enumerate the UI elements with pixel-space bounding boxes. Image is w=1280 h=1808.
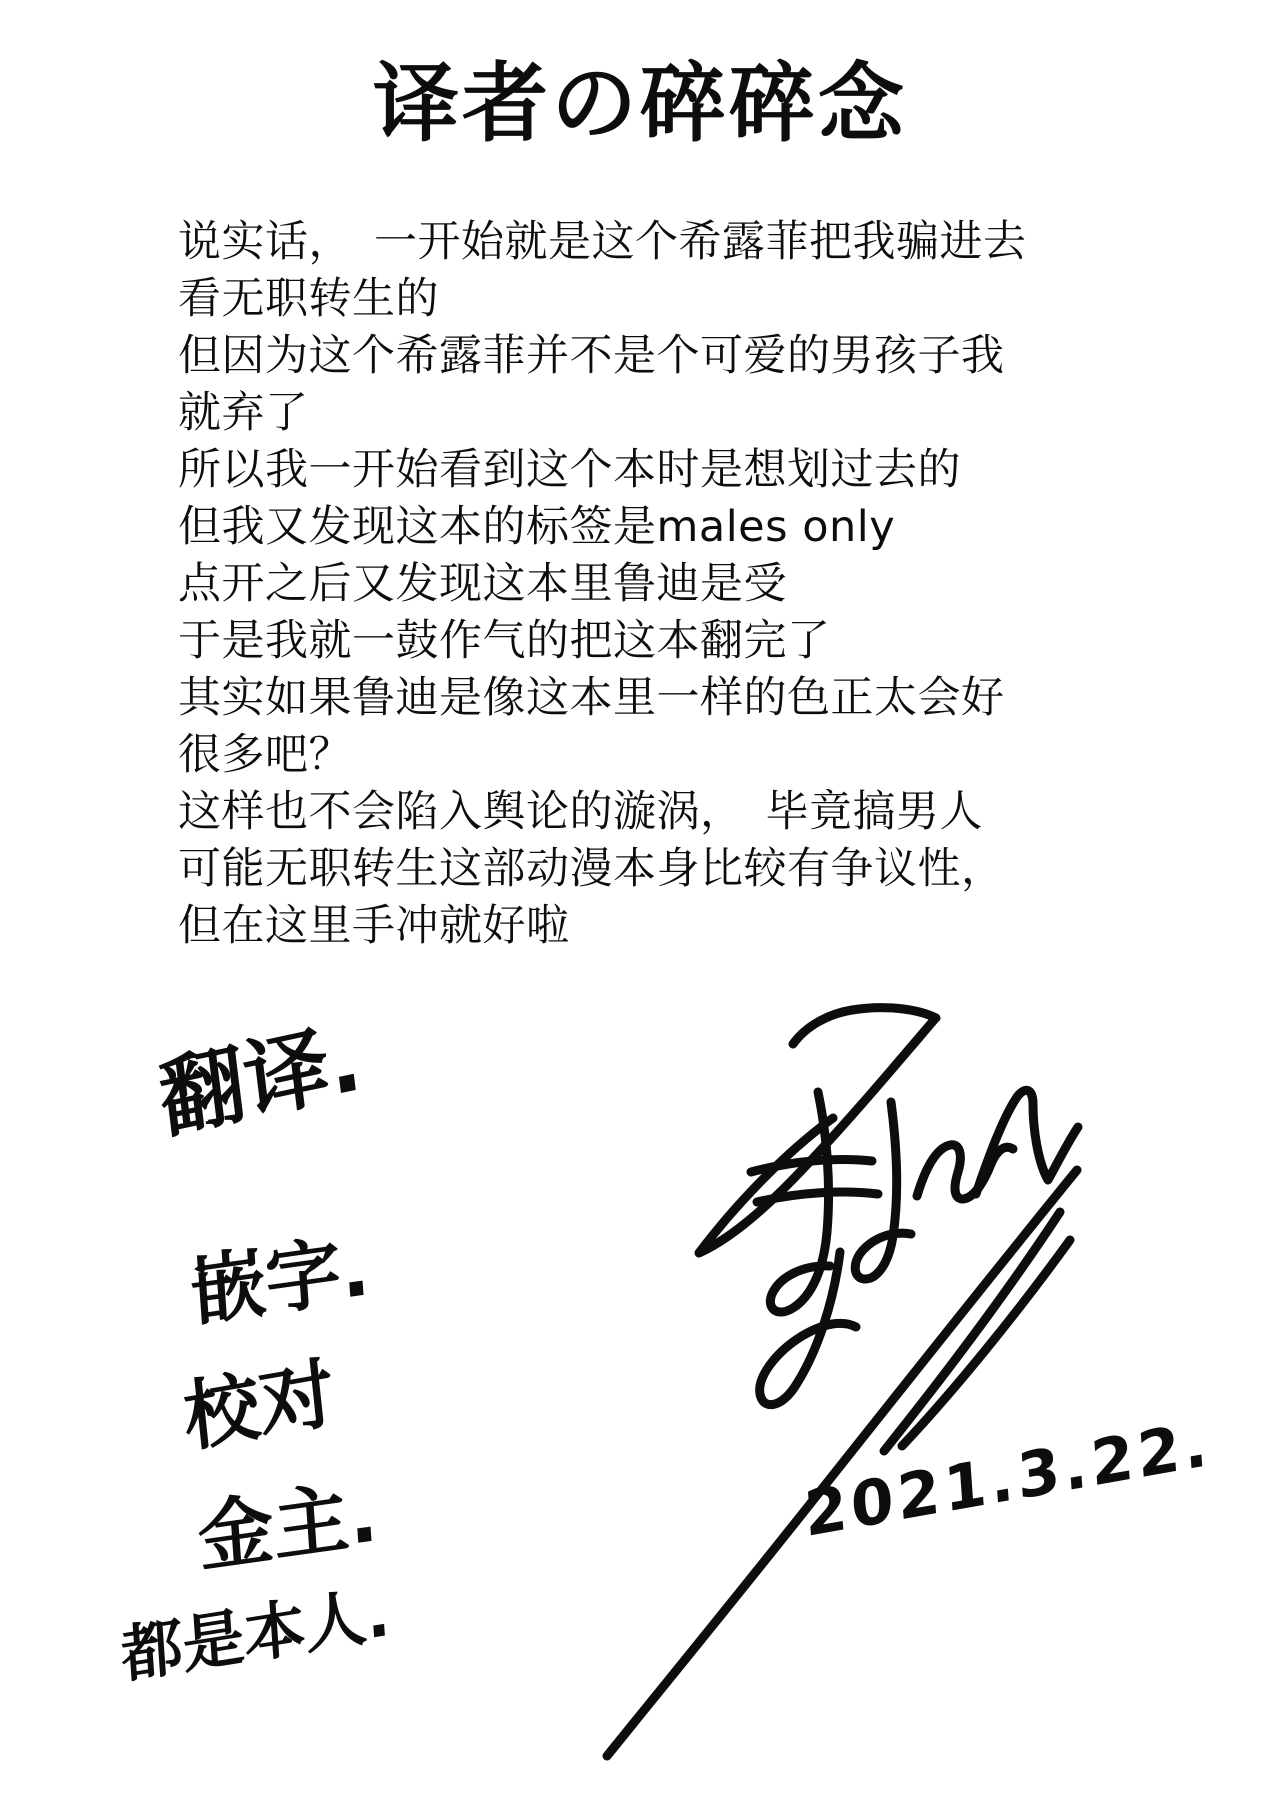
note-line-8: 于是我就一鼓作气的把这本翻完了 [178, 616, 831, 666]
signature-date: 2021.3.22. [802, 1406, 1214, 1552]
credit-typesetting: 嵌字. [187, 1222, 373, 1337]
signature-stroke-hook [770, 1092, 830, 1312]
note-line-4: 就弃了 [178, 388, 309, 438]
note-line-2: 看无职转生的 [178, 274, 439, 324]
credit-translation: 翻译. [154, 1009, 367, 1152]
note-line-6: 但我又发现这本的标签是males only [178, 502, 896, 552]
note-line-1: 说实话， 一开始就是这个希露菲把我骗进去 [178, 217, 1027, 267]
note-line-7: 点开之后又发现这本里鲁迪是受 [178, 559, 787, 609]
note-line-12: 可能无职转生这部动漫本身比较有争议性， [178, 844, 1005, 894]
note-line-9: 其实如果鲁迪是像这本里一样的色正太会好 [178, 673, 1005, 723]
credit-sponsor: 金主. [195, 1468, 381, 1583]
signature-stroke-bars [751, 1159, 878, 1202]
signature-stroke-zigzag [917, 1145, 1013, 1199]
signature-stroke-d-loop [855, 1102, 911, 1279]
page-title: 译者の碎碎念 [373, 54, 907, 154]
signature-stroke-peak [976, 1090, 1078, 1194]
note-line-3: 但因为这个希露菲并不是个可爱的男孩子我 [178, 331, 1005, 381]
credit-all-by-myself: 都是本人. [118, 1576, 393, 1693]
signature-stroke-leaf-flourish [884, 1212, 1070, 1451]
credit-proofreading: 校对 [179, 1347, 339, 1463]
note-line-10: 很多吧？ [178, 730, 352, 780]
note-line-13: 但在这里手冲就好啦 [178, 901, 570, 951]
note-line-5: 所以我一开始看到这个本时是想划过去的 [178, 445, 961, 495]
translator-note-text [178, 214, 1098, 955]
signature-stroke-seven [699, 1008, 936, 1253]
note-line-11: 这样也不会陷入舆论的漩涡， 毕竟搞男人 [178, 787, 983, 837]
signature-stroke-descender-loop [760, 1252, 856, 1405]
